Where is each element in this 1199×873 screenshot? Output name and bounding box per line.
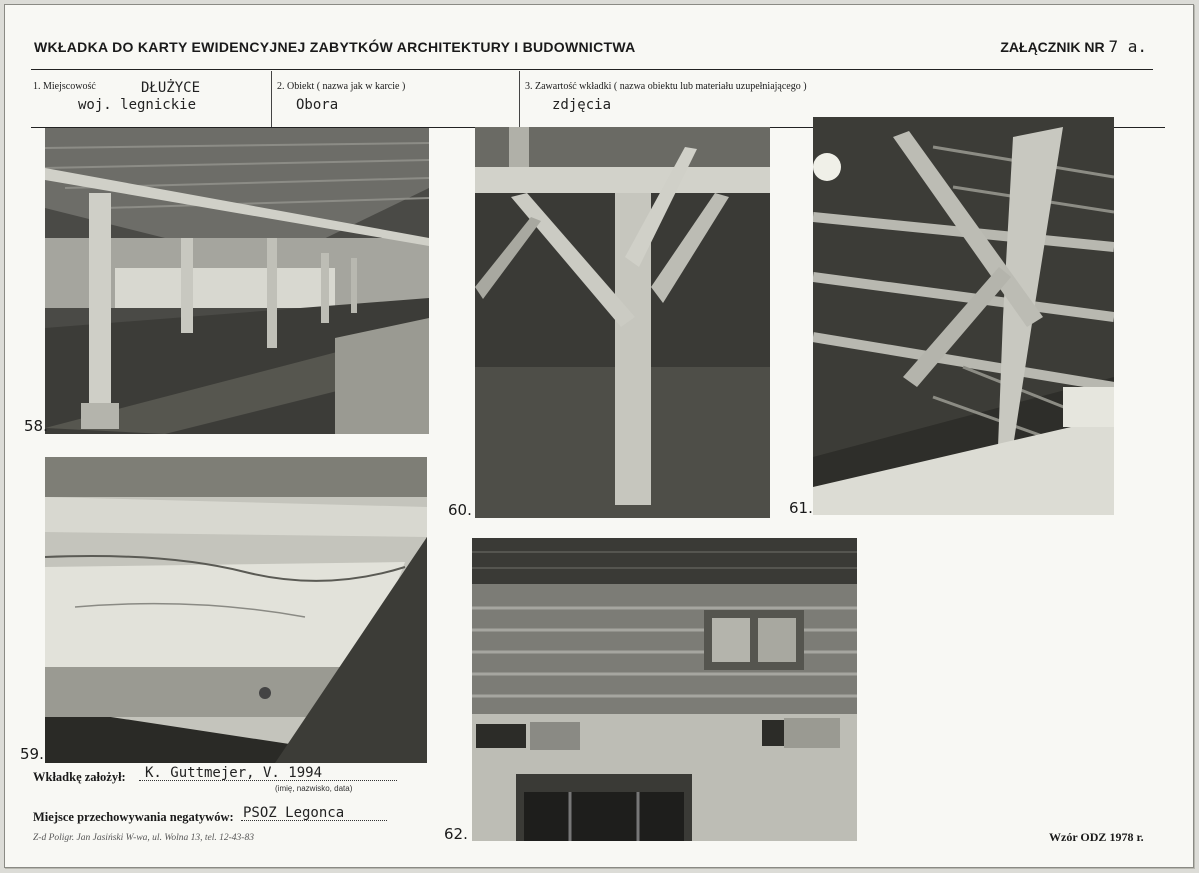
photo-59 [45, 457, 427, 763]
photo-58-image [45, 128, 429, 434]
negatives-label: Miejsce przechowywania negatywów: [33, 810, 234, 824]
photo-61 [813, 117, 1114, 515]
document-title: WKŁADKA DO KARTY EWIDENCYJNEJ ZABYTKÓW ARCHITEKTURY I BUDOWNICTWA [34, 39, 636, 55]
annex-number: 7 a. [1108, 37, 1147, 56]
annex-label-text: ZAŁĄCZNIK NR [1000, 39, 1105, 55]
founder-label: Wkładkę założył: [33, 770, 126, 784]
locality-label: 1. Miejscowość [33, 81, 96, 92]
annex-label [1000, 37, 1147, 56]
photo-62-number: 62. [444, 825, 468, 843]
content-value: zdjęcia [552, 97, 612, 113]
photo-58 [45, 128, 429, 434]
object-value: Obora [296, 97, 339, 113]
photo-58-number: 58. [24, 417, 48, 435]
photo-59-image [45, 457, 427, 763]
photo-61-number: 61. [789, 499, 813, 517]
template-version: Wzór ODZ 1978 r. [1049, 830, 1144, 844]
photo-60-image [475, 127, 770, 518]
photo-62-image [472, 538, 857, 841]
field-divider-1 [271, 71, 272, 127]
content-label: 3. Zawartość wkładki ( nazwa obiektu lub materiału uzupełniającego ) [525, 81, 807, 92]
header-rule-top [31, 69, 1153, 70]
photo-62 [472, 538, 857, 841]
founder-dotted-line [139, 780, 397, 781]
founder-value: K. Guttmejer, V. 1994 [145, 765, 323, 781]
record-sheet [4, 4, 1194, 868]
photo-61-image [813, 117, 1114, 515]
photo-60-number: 60. [448, 501, 472, 519]
founder-hint: (imię, nazwisko, data) [275, 784, 353, 793]
locality-value: DŁUŻYCE [141, 80, 201, 96]
object-label: 2. Obiekt ( nazwa jak w karcie ) [277, 81, 406, 92]
photo-60 [475, 127, 770, 518]
printer-imprint: Z-d Poligr. Jan Jasiński W-wa, ul. Wolna 13, tel. 12-43-83 [33, 833, 254, 843]
field-divider-2 [519, 71, 520, 127]
negatives-value: PSOZ Legonca [243, 805, 345, 821]
negatives-dotted-line [241, 820, 387, 821]
photo-59-number: 59. [20, 745, 44, 763]
voivodeship-value: woj. legnickie [78, 97, 197, 113]
